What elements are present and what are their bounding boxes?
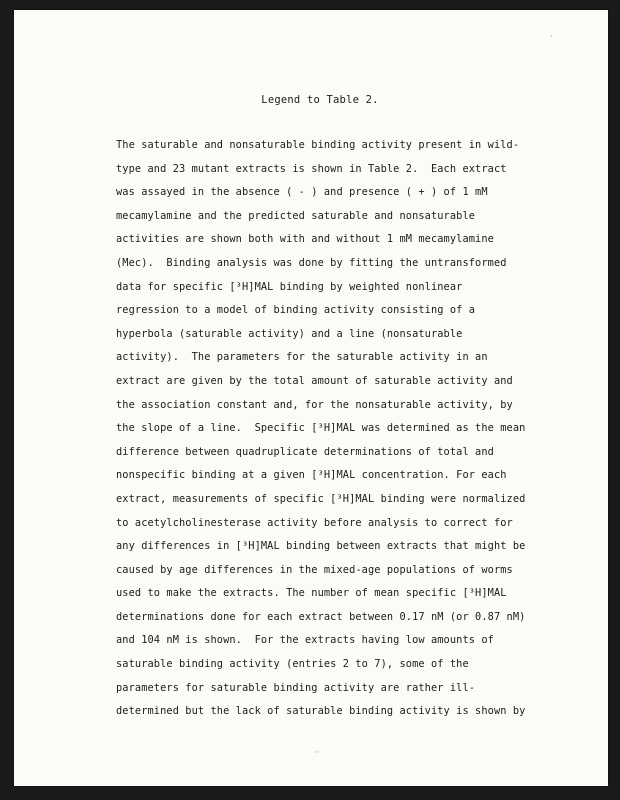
scan-smudge: ⋅⋅ bbox=[314, 748, 320, 758]
text-line: extract, measurements of specific [³H]MAL binding were normalized bbox=[116, 492, 526, 505]
text-line: data for specific [³H]MAL binding by weighted nonlinear bbox=[116, 280, 463, 293]
text-line: caused by age differences in the mixed-age populations of worms bbox=[116, 563, 513, 576]
text-line: mecamylamine and the predicted saturable and nonsaturable bbox=[116, 209, 476, 222]
text-line: activities are shown both with and without 1 mM mecamylamine bbox=[116, 233, 494, 246]
page-title: Legend to Table 2. bbox=[261, 94, 379, 106]
text-line: parameters for saturable binding activity are rather ill- bbox=[116, 681, 476, 694]
text-line: used to make the extracts. The number of mean specific [³H]MAL bbox=[116, 587, 507, 600]
scan-speck: · bbox=[550, 32, 553, 42]
text-line: hyperbola (saturable activity) and a line (nonsaturable bbox=[116, 327, 463, 340]
text-line: (Mec). Binding analysis was done by fitting the untransformed bbox=[116, 256, 507, 269]
text-line: difference between quadruplicate determinations of total and bbox=[116, 445, 494, 458]
text-line: saturable binding activity (entries 2 to 7), some of the bbox=[116, 658, 469, 671]
text-line: was assayed in the absence ( - ) and presence ( + ) of 1 mM bbox=[116, 186, 488, 199]
text-line: any differences in [³H]MAL binding between extracts that might be bbox=[116, 540, 526, 553]
text-line: extract are given by the total amount of saturable activity and bbox=[116, 374, 513, 387]
text-line: the association constant and, for the nonsaturable activity, by bbox=[116, 398, 513, 411]
legend-text bbox=[116, 134, 576, 724]
text-line: activity). The parameters for the saturable activity in an bbox=[116, 351, 488, 364]
text-line: determinations done for each extract between 0.17 nM (or 0.87 nM) bbox=[116, 610, 526, 623]
document-page bbox=[14, 10, 608, 786]
text-line: The saturable and nonsaturable binding activity present in wild- bbox=[116, 139, 520, 151]
text-line: type and 23 mutant extracts is shown in Table 2. Each extract bbox=[116, 162, 507, 175]
text-line: nonspecific binding at a given [³H]MAL concentration. For each bbox=[116, 469, 507, 482]
text-line: determined but the lack of saturable binding activity is shown by bbox=[116, 705, 526, 718]
text-line: to acetylcholinesterase activity before analysis to correct for bbox=[116, 516, 513, 529]
text-line: the slope of a line. Specific [³H]MAL was determined as the mean bbox=[116, 422, 526, 435]
text-line: regression to a model of binding activity consisting of a bbox=[116, 304, 476, 317]
text-line: and 104 nM is shown. For the extracts having low amounts of bbox=[116, 634, 494, 647]
